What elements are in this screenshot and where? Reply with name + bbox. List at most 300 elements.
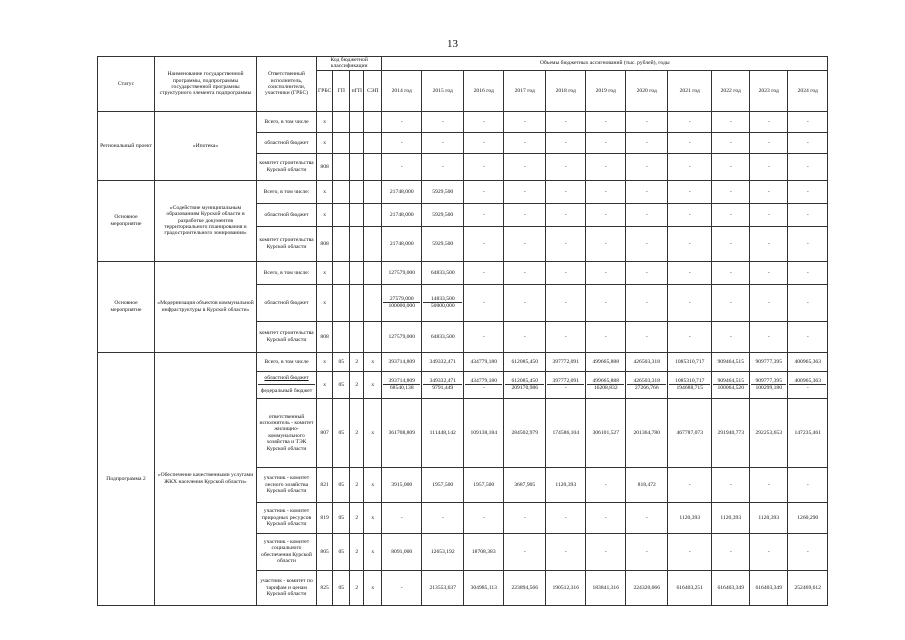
row-value <box>712 371 750 398</box>
row-value: - <box>422 502 464 533</box>
row-responsible: областной бюджет <box>257 203 317 226</box>
header-year: 2018 год <box>546 70 586 111</box>
row-value: 64833,500 <box>422 261 464 284</box>
row-value-part: 612085,450 <box>511 377 539 384</box>
row-code <box>350 226 364 261</box>
row-value: - <box>750 111 788 132</box>
row-responsible: областной бюджет <box>257 132 317 153</box>
row-value <box>382 284 422 321</box>
row-code: 2 <box>350 371 364 398</box>
row-value-part: - <box>547 384 584 391</box>
row-value: - <box>464 502 504 533</box>
row-value: - <box>464 261 504 284</box>
row-value: 5929,500 <box>422 203 464 226</box>
row-value-part: 9791,449 <box>423 384 462 391</box>
row-value: - <box>422 111 464 132</box>
row-responsible: комитет строительства Курской области <box>257 321 317 352</box>
row-responsible: участник - комитет лесного хозяйства Курской области <box>257 467 317 502</box>
header-code-group: Код бюджетной классификации <box>317 57 382 71</box>
row-code: 808 <box>317 226 333 261</box>
row-value: - <box>504 203 546 226</box>
row-program-name: «Ипотека» <box>155 111 257 180</box>
row-code: 2 <box>350 467 364 502</box>
row-code <box>333 132 350 153</box>
row-responsible: Всего, в том числе: <box>257 180 317 203</box>
table-row <box>98 261 828 284</box>
header-year: 2014 год <box>382 70 422 111</box>
row-value: 292253,653 <box>750 398 788 467</box>
row-value-part: 909464,515 <box>717 377 745 384</box>
row-code: 2 <box>350 533 364 570</box>
row-value: - <box>382 153 422 180</box>
row-value: - <box>464 284 504 321</box>
row-code: 05 <box>333 570 350 605</box>
row-value: 1120,393 <box>712 502 750 533</box>
row-value: 21748,000 <box>382 203 422 226</box>
row-code: 2 <box>350 398 364 467</box>
row-code: х <box>317 111 333 132</box>
row-value: - <box>586 261 626 284</box>
row-program-name: «Содействие муниципальным образованиям Курской области в разработке документов территориального планирования и градостроительного зонирования» <box>155 180 257 261</box>
row-value: 252469,612 <box>788 570 828 605</box>
row-value: - <box>788 111 828 132</box>
row-code <box>364 132 382 153</box>
row-value: 616403,349 <box>750 570 788 605</box>
row-value: 616403,251 <box>668 570 712 605</box>
row-code <box>350 261 364 284</box>
row-value-part: 349332,471 <box>429 377 457 384</box>
row-value: - <box>464 111 504 132</box>
header-year: 2020 год <box>626 70 668 111</box>
row-value: - <box>546 203 586 226</box>
row-value: - <box>668 180 712 203</box>
row-code: 2 <box>350 502 364 533</box>
header-code: СЭП <box>364 70 382 111</box>
row-value: - <box>750 226 788 261</box>
row-code <box>350 284 364 321</box>
row-value: - <box>504 321 546 352</box>
row-value: - <box>668 284 712 321</box>
row-value: - <box>626 153 668 180</box>
row-value-part: - <box>465 384 502 391</box>
row-value: - <box>546 284 586 321</box>
row-value-part: - <box>789 384 826 391</box>
row-value: - <box>626 261 668 284</box>
row-value: - <box>668 467 712 502</box>
row-code: 05 <box>333 533 350 570</box>
row-value: - <box>464 226 504 261</box>
header-year: 2016 год <box>464 70 504 111</box>
row-program-name: «Обеспечение качественными услугами ЖКХ населения Курской области» <box>155 352 257 605</box>
row-code: 819 <box>317 502 333 533</box>
row-value: - <box>668 111 712 132</box>
row-value: - <box>712 261 750 284</box>
row-value: - <box>668 261 712 284</box>
row-value: 1120,393 <box>546 467 586 502</box>
row-value: - <box>750 261 788 284</box>
row-value: - <box>504 180 546 203</box>
row-value-part: 393714,809 <box>388 377 416 384</box>
row-code <box>350 153 364 180</box>
header-year: 2019 год <box>586 70 626 111</box>
row-value: 109138,184 <box>464 398 504 467</box>
row-value: - <box>750 203 788 226</box>
row-value: 223894,566 <box>504 570 546 605</box>
row-responsible: Всего, в том числе <box>257 111 317 132</box>
row-value: - <box>788 261 828 284</box>
row-code <box>333 284 350 321</box>
row-value: 201364,780 <box>626 398 668 467</box>
row-value: 111448,142 <box>422 398 464 467</box>
row-value: - <box>712 203 750 226</box>
row-code: 05 <box>333 371 350 398</box>
row-value: - <box>788 284 828 321</box>
row-responsible: участник - комитет социального обеспечения Курской области <box>257 533 317 570</box>
header-budget-group: Объемы бюджетных ассигнований (тыс. рублей), годы <box>382 57 828 71</box>
row-value: - <box>626 132 668 153</box>
row-value: - <box>504 502 546 533</box>
row-value: - <box>504 132 546 153</box>
row-code <box>350 132 364 153</box>
row-value-part: 1085310,717 <box>675 377 705 384</box>
row-value: - <box>546 132 586 153</box>
row-value: - <box>504 284 546 321</box>
row-value: - <box>750 132 788 153</box>
row-code <box>364 261 382 284</box>
row-responsible: областной бюджет <box>257 284 317 321</box>
row-value: - <box>422 132 464 153</box>
row-value: - <box>626 321 668 352</box>
row-value: - <box>382 111 422 132</box>
row-status: Подпрограмма 2 <box>98 352 155 605</box>
row-status: Региональный проект <box>98 111 155 180</box>
row-value: - <box>712 533 750 570</box>
row-value-part: 194688,715 <box>669 384 710 391</box>
row-value: 213553,637 <box>422 570 464 605</box>
row-value: - <box>712 153 750 180</box>
row-value: 5929,500 <box>422 226 464 261</box>
row-code: х <box>364 502 382 533</box>
row-value <box>586 371 626 398</box>
row-value: - <box>788 321 828 352</box>
row-value: 21748,000 <box>382 226 422 261</box>
row-value: - <box>668 226 712 261</box>
row-value: 5929,500 <box>422 180 464 203</box>
row-value: - <box>586 111 626 132</box>
row-value: - <box>750 284 788 321</box>
row-value-part: 400965,363 <box>794 377 822 384</box>
row-code <box>364 226 382 261</box>
row-value: - <box>668 203 712 226</box>
header-year: 2015 год <box>422 70 464 111</box>
row-code: 807 <box>317 398 333 467</box>
row-value: - <box>586 226 626 261</box>
row-value: 1260,290 <box>788 502 828 533</box>
header-year: 2024 год <box>788 70 828 111</box>
row-value: - <box>504 153 546 180</box>
row-value: 284502,979 <box>504 398 546 467</box>
header-year: 2023 год <box>750 70 788 111</box>
row-value: 616403,349 <box>712 570 750 605</box>
row-value: - <box>750 180 788 203</box>
row-code <box>364 111 382 132</box>
row-value <box>546 371 586 398</box>
header-code: пГП <box>350 70 364 111</box>
row-code: х <box>317 180 333 203</box>
row-value: - <box>586 203 626 226</box>
row-value: - <box>712 132 750 153</box>
row-code <box>333 111 350 132</box>
row-value: - <box>668 533 712 570</box>
header-status: Статус <box>98 57 155 112</box>
row-code <box>333 203 350 226</box>
row-responsible: Всего, в том числе <box>257 352 317 371</box>
row-code: х <box>317 284 333 321</box>
row-code: 2 <box>350 570 364 605</box>
row-code <box>364 321 382 352</box>
row-value: 306101,527 <box>586 398 626 467</box>
row-value: - <box>586 502 626 533</box>
row-code: 821 <box>317 467 333 502</box>
row-value-part: 27579,000 <box>389 295 414 302</box>
row-code <box>333 180 350 203</box>
table-row <box>98 180 828 203</box>
row-value: 397772,091 <box>546 352 586 371</box>
header-row <box>98 57 828 71</box>
row-value-part: 50000,000 <box>423 302 462 309</box>
row-value: - <box>712 321 750 352</box>
row-code: х <box>317 371 333 398</box>
row-code: 808 <box>317 153 333 180</box>
row-value: - <box>626 226 668 261</box>
header-responsible: Ответственный исполнитель, соисполнители, участники (ГРБС) <box>257 57 317 112</box>
row-value: - <box>464 180 504 203</box>
table-row <box>98 111 828 132</box>
row-value: - <box>626 502 668 533</box>
row-value: - <box>504 533 546 570</box>
row-value: - <box>788 203 828 226</box>
row-code <box>333 153 350 180</box>
row-code: 05 <box>333 352 350 371</box>
row-value-part: 909777,395 <box>755 377 783 384</box>
row-value: - <box>750 467 788 502</box>
row-value: 3915,000 <box>382 467 422 502</box>
row-value-part: 434779,180 <box>470 377 498 384</box>
row-value: 1957,500 <box>422 467 464 502</box>
row-value: - <box>546 502 586 533</box>
row-code: 05 <box>333 398 350 467</box>
row-value: - <box>546 261 586 284</box>
row-value: - <box>586 180 626 203</box>
row-value <box>504 371 546 398</box>
row-value-part: 14833,500 <box>430 295 455 302</box>
row-value: - <box>504 226 546 261</box>
row-value-part: 209170,986 <box>505 384 544 391</box>
row-value: - <box>464 203 504 226</box>
row-value: 1120,393 <box>750 502 788 533</box>
row-value: - <box>546 226 586 261</box>
row-value: 818,472 <box>626 467 668 502</box>
row-responsible <box>257 371 317 398</box>
row-value-part: 426503,318 <box>633 377 661 384</box>
row-code: х <box>364 371 382 398</box>
row-responsible: комитет строительства Курской области <box>257 153 317 180</box>
row-value: - <box>382 502 422 533</box>
row-value: 174586,104 <box>546 398 586 467</box>
row-value: - <box>626 111 668 132</box>
row-value: 434779,180 <box>464 352 504 371</box>
row-value: - <box>464 153 504 180</box>
row-value <box>464 371 504 398</box>
row-value: - <box>422 153 464 180</box>
row-value: - <box>712 111 750 132</box>
row-value <box>422 371 464 398</box>
row-code <box>364 180 382 203</box>
row-value: 21748,000 <box>382 180 422 203</box>
row-code: 805 <box>317 533 333 570</box>
row-value: 1120,393 <box>668 502 712 533</box>
row-value: 1085310,717 <box>668 352 712 371</box>
row-code <box>333 321 350 352</box>
row-value: - <box>382 132 422 153</box>
row-value: - <box>788 132 828 153</box>
row-value: 183841,316 <box>586 570 626 605</box>
row-code: 808 <box>317 321 333 352</box>
row-code: 2 <box>350 352 364 371</box>
row-value-part: 499665,888 <box>592 377 620 384</box>
row-value: - <box>586 321 626 352</box>
row-value: - <box>750 153 788 180</box>
header-year: 2017 год <box>504 70 546 111</box>
header-year: 2021 год <box>668 70 712 111</box>
row-value: - <box>788 533 828 570</box>
row-value-part: 16208,832 <box>587 384 624 391</box>
row-code <box>364 203 382 226</box>
row-value: - <box>546 111 586 132</box>
row-code: х <box>364 398 382 467</box>
row-value: - <box>546 321 586 352</box>
row-code <box>350 203 364 226</box>
row-value: 224320,066 <box>626 570 668 605</box>
row-value: 1957,500 <box>464 467 504 502</box>
row-value: - <box>586 153 626 180</box>
row-value: - <box>788 226 828 261</box>
row-value: - <box>464 321 504 352</box>
row-value: - <box>586 467 626 502</box>
row-value-part: 397772,091 <box>552 377 580 384</box>
row-responsible-part: областной бюджет <box>264 374 309 381</box>
row-code <box>350 111 364 132</box>
row-value <box>626 371 668 398</box>
row-value: - <box>546 180 586 203</box>
row-value: 361708,809 <box>382 398 422 467</box>
row-value: - <box>586 284 626 321</box>
row-value: - <box>750 321 788 352</box>
row-responsible: комитет строительства Курской области <box>257 226 317 261</box>
row-value: 127579,000 <box>382 261 422 284</box>
row-value-part: 100064,520 <box>713 384 748 391</box>
row-value <box>788 371 828 398</box>
row-responsible: участник - комитет по тарифам и ценам Курской области <box>257 570 317 605</box>
page-number: 13 <box>447 38 458 50</box>
row-value: 127579,000 <box>382 321 422 352</box>
row-value: - <box>626 533 668 570</box>
row-code: х <box>317 261 333 284</box>
row-value: - <box>788 153 828 180</box>
row-code: х <box>317 132 333 153</box>
row-value-part: 68540,138 <box>383 384 420 391</box>
row-responsible: Всего, в том числе: <box>257 261 317 284</box>
row-value: - <box>546 153 586 180</box>
row-value: - <box>504 261 546 284</box>
row-code: х <box>317 352 333 371</box>
row-value <box>750 371 788 398</box>
header-code: ГП <box>333 70 350 111</box>
row-value: - <box>626 284 668 321</box>
row-value: - <box>586 533 626 570</box>
header-year: 2022 год <box>712 70 750 111</box>
row-status: Основное мероприятие <box>98 261 155 352</box>
row-value <box>422 284 464 321</box>
row-responsible-part: федеральный бюджет <box>258 384 315 398</box>
row-code <box>333 261 350 284</box>
row-value: 18708,383 <box>464 533 504 570</box>
row-value-part: 100299,180 <box>751 384 786 391</box>
row-value: - <box>712 467 750 502</box>
row-responsible: ответственный исполнитель - комитет жилищно-коммунального хозяйства и ТЭК Курской области <box>257 398 317 467</box>
row-value: 400965,363 <box>788 352 828 371</box>
row-value: 393714,809 <box>382 352 422 371</box>
row-code: х <box>364 467 382 502</box>
row-code <box>364 153 382 180</box>
row-value: - <box>712 226 750 261</box>
budget-table <box>97 56 828 606</box>
row-value: 8091,000 <box>382 533 422 570</box>
row-code <box>350 180 364 203</box>
row-value: - <box>382 570 422 605</box>
row-value: - <box>712 180 750 203</box>
row-code <box>364 284 382 321</box>
row-value: - <box>464 132 504 153</box>
row-value: - <box>504 111 546 132</box>
row-value: 349332,471 <box>422 352 464 371</box>
row-value: - <box>668 153 712 180</box>
row-code: 05 <box>333 467 350 502</box>
row-value: 190512,316 <box>546 570 586 605</box>
row-code: 05 <box>333 502 350 533</box>
row-code: х <box>364 352 382 371</box>
row-code: х <box>364 533 382 570</box>
row-value: 909777,395 <box>750 352 788 371</box>
row-value: 3687,905 <box>504 467 546 502</box>
row-value: - <box>788 180 828 203</box>
header-code: ГРБС <box>317 70 333 111</box>
row-value: - <box>668 321 712 352</box>
row-value-part: 100000,000 <box>383 302 420 309</box>
row-responsible: участник - комитет природных ресурсов Курской области <box>257 502 317 533</box>
row-value: - <box>586 132 626 153</box>
row-value: 612085,450 <box>504 352 546 371</box>
row-code: х <box>317 203 333 226</box>
row-value: 12653,192 <box>422 533 464 570</box>
row-value: 291940,773 <box>712 398 750 467</box>
row-value: - <box>750 533 788 570</box>
row-value: - <box>546 533 586 570</box>
row-value: 426503,318 <box>626 352 668 371</box>
row-value <box>382 371 422 398</box>
row-code <box>350 321 364 352</box>
row-program-name: «Модернизация объектов коммунальной инфраструктуры в Курской области» <box>155 261 257 352</box>
